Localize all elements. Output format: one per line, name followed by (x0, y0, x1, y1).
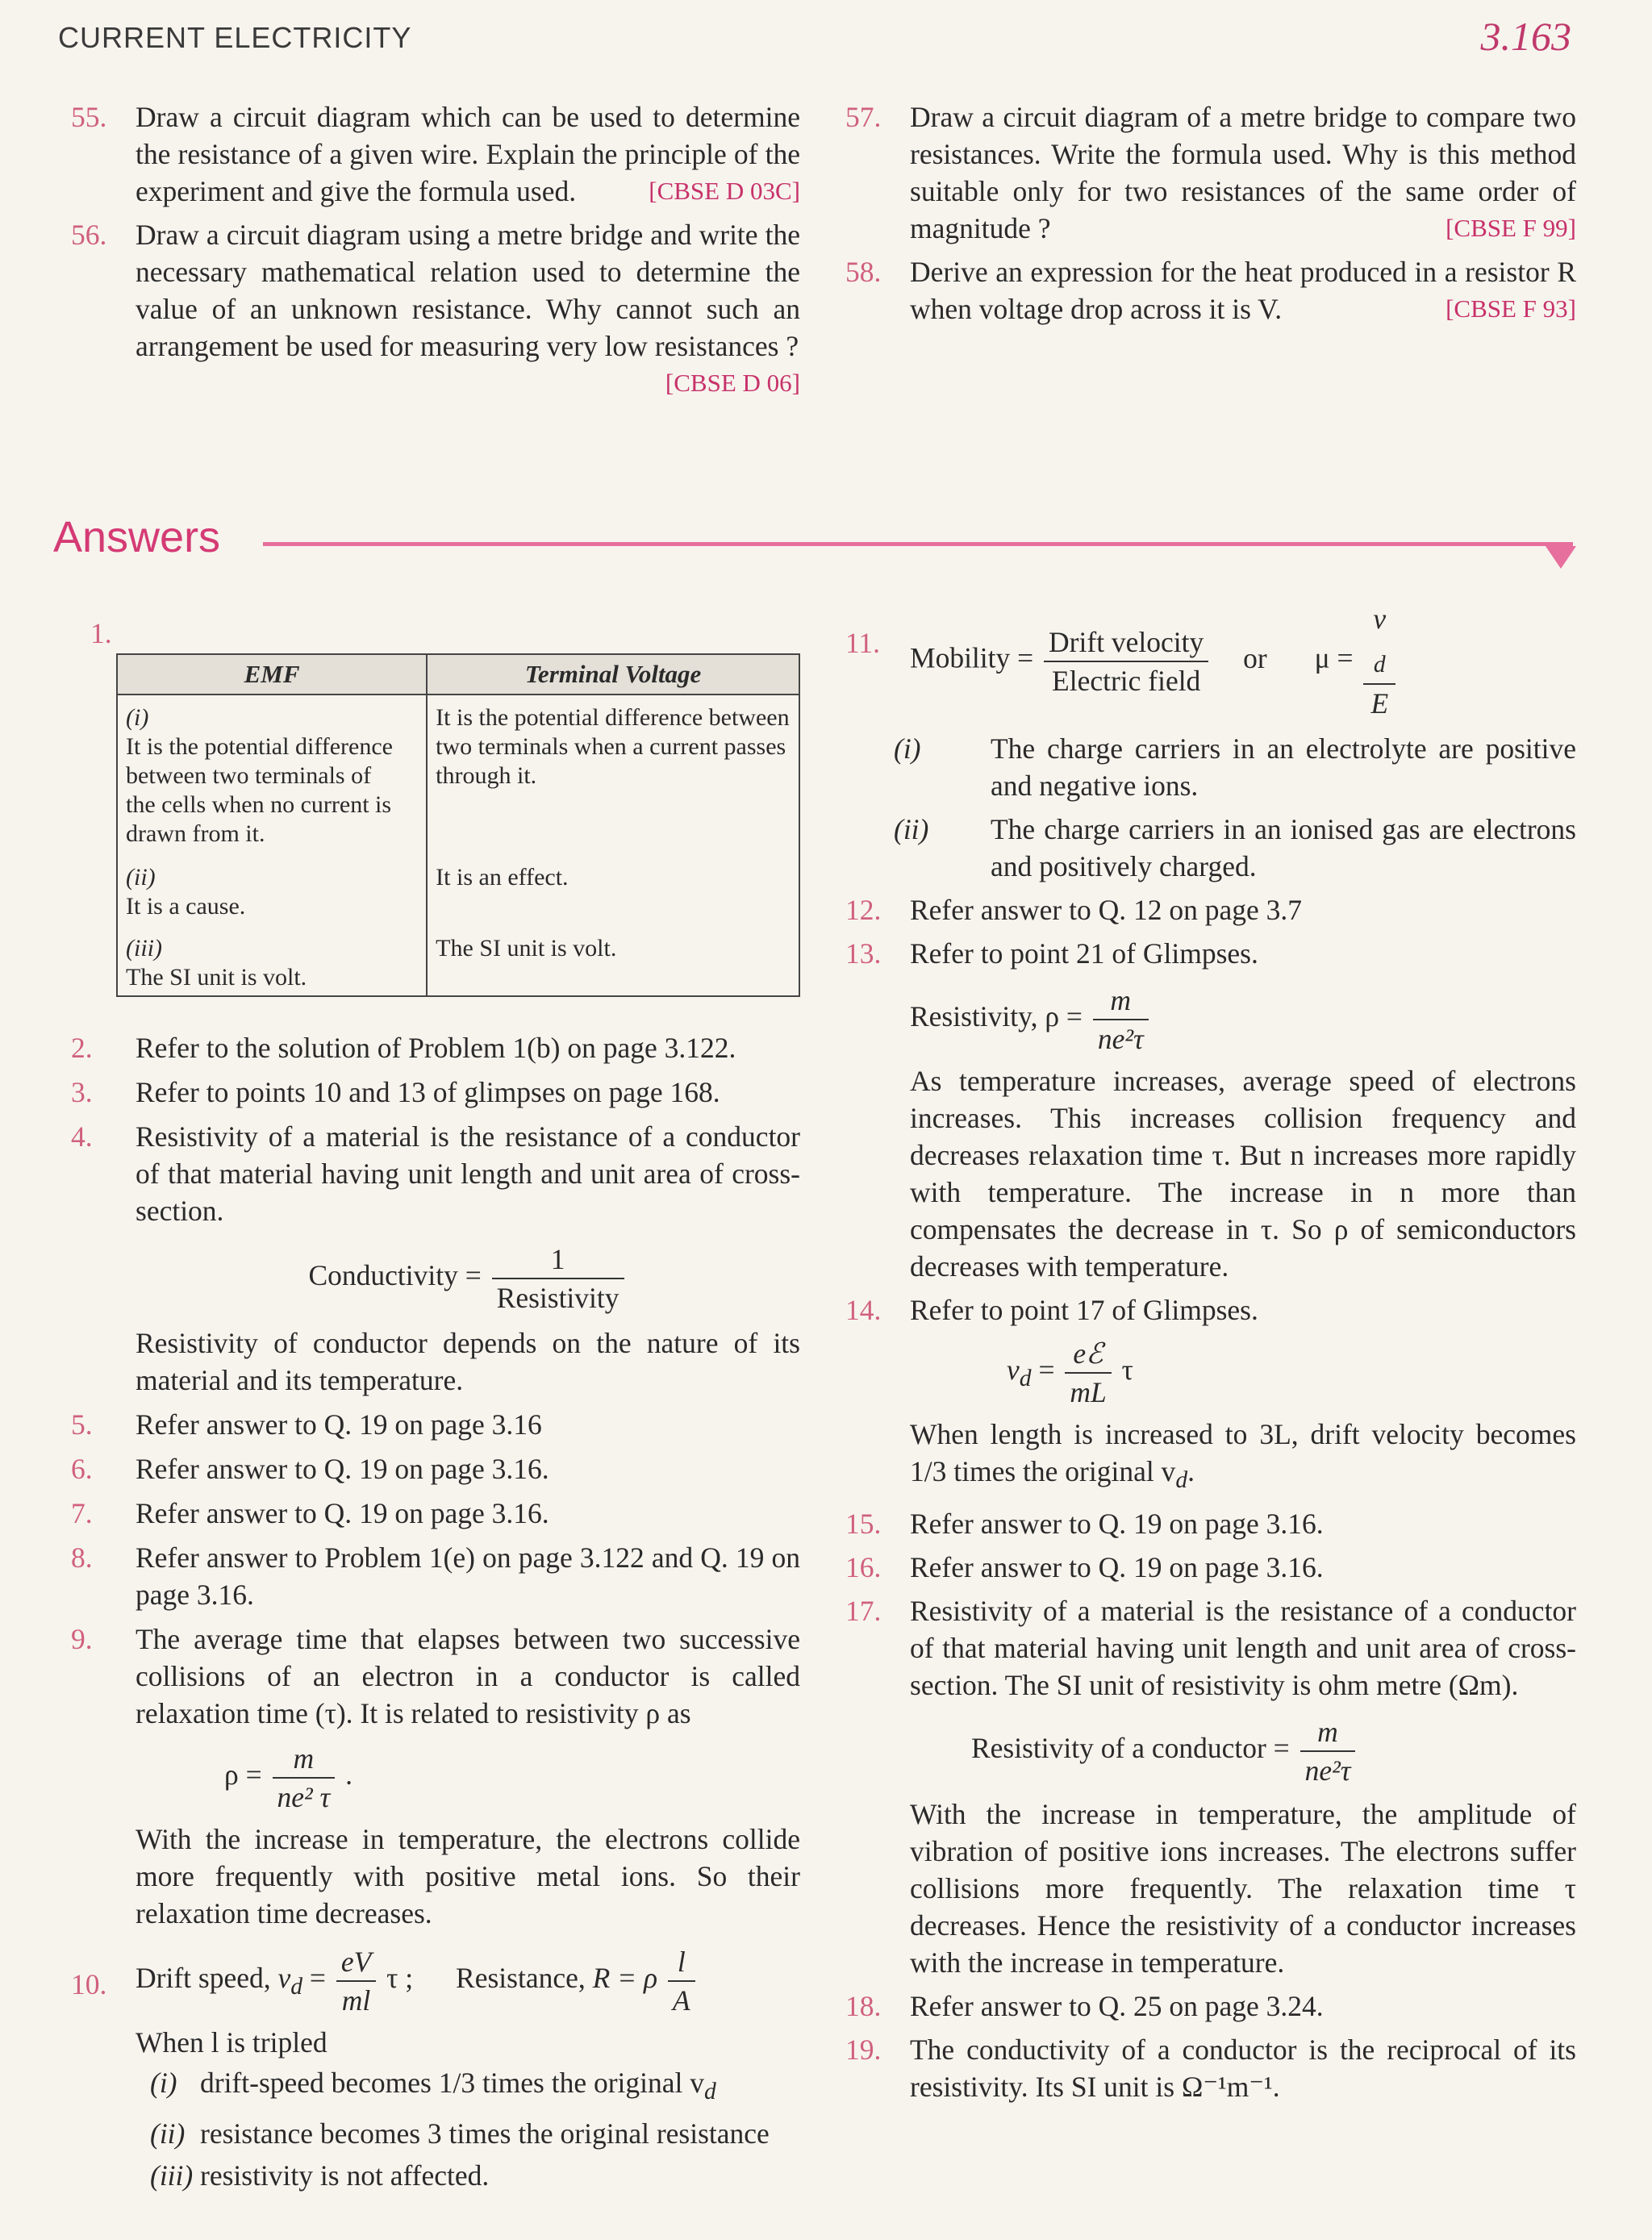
equation-numerator: m (273, 1740, 336, 1779)
answer-text: Refer answer to Q. 25 on page 3.24. (910, 1990, 1324, 2023)
equation-subscript: d (1019, 1366, 1032, 1392)
questions-left (71, 98, 800, 402)
list-item (136, 2157, 800, 2194)
answer-2 (71, 1029, 800, 1066)
equation-subscript: d (290, 1974, 303, 2000)
item-text: The charge carriers in an ionised gas are electrons and positively charged. (991, 813, 1576, 883)
question-58 (845, 253, 1576, 327)
equation-or: or (1243, 641, 1267, 674)
equation-symbol: R = ρ (592, 1962, 658, 1995)
answer-text: Refer answer to Q. 19 on page 3.16. (910, 1551, 1324, 1584)
question-text: Draw a circuit diagram using a metre bridge and write the necessary mathematical relation used to determine the value of an unknown resistance. Why cannot such an arrangement be used for measuring very low resistances ? (136, 219, 800, 362)
equation-numerator: v (1373, 603, 1387, 635)
equation-denominator: mL (1070, 1376, 1107, 1409)
answer-number: 13. (845, 937, 882, 970)
equation-label: μ = (1314, 641, 1354, 674)
answer-number: 12. (845, 894, 882, 927)
answer-text: Resistivity of conductor depends on the nature of its material and its temperature. (136, 1327, 800, 1396)
answer-text: Refer answer to Q. 19 on page 3.16. (136, 1453, 549, 1485)
answer-10 (71, 1943, 800, 2194)
table-row (117, 852, 799, 924)
drift-velocity-equation (1007, 1335, 1576, 1411)
answer-text: Refer answer to Q. 19 on page 3.16. (136, 1497, 549, 1529)
list-item (136, 2064, 800, 2110)
answer-number: 3. (71, 1076, 93, 1108)
item-number: (ii) (150, 2117, 186, 2150)
equation-sign: = (1038, 1354, 1055, 1387)
equation-label: Drift speed, (136, 1962, 271, 1995)
answer-19 (845, 2031, 1576, 2105)
table-row (117, 924, 799, 996)
question-text: Draw a circuit diagram which can be used to determine the resistance of a given wire. Explain the principle of the experiment and give the formula used. (136, 101, 800, 207)
equation-denominator: ne²τ (1304, 1754, 1351, 1787)
answer-number: 5. (71, 1408, 93, 1441)
resistivity-conductor-equation (971, 1713, 1576, 1789)
question-ref: [CBSE F 93] (1446, 294, 1576, 323)
equation-numerator: m (1300, 1713, 1356, 1752)
equation-numerator: Drift velocity (1044, 624, 1208, 662)
answer-number: 4. (71, 1120, 93, 1153)
question-number: 58. (845, 256, 882, 288)
answer-7 (71, 1495, 800, 1532)
equation-tail: . (345, 1758, 353, 1792)
equation-tail: τ ; (386, 1962, 414, 1995)
table-cell: The SI unit is volt. (427, 924, 799, 996)
answers-right (845, 600, 1576, 2105)
list-item (136, 2115, 800, 2152)
equation-label: ρ = (224, 1758, 262, 1792)
answer-1 (71, 615, 800, 653)
equation-numerator: eV (336, 1943, 376, 1982)
list-item (894, 730, 1576, 804)
answer-text: Refer answer to Q. 19 on page 3.16. (910, 1508, 1324, 1541)
answer-text: With the increase in temperature, the amplitude of vibration of positive ions increases. The electrons suffer collisions more frequently. The relaxation time τ decreases. Hence the resistivity of a conductor increases with the increase in temperature. (910, 1798, 1576, 1979)
equation-symbol: v (1007, 1354, 1020, 1387)
item-text: drift-speed becomes 1/3 times the original v (200, 2067, 705, 2099)
equation-label: Resistivity, ρ = (910, 1000, 1083, 1033)
equation-denominator: Electric field (1052, 664, 1201, 697)
table-cell: It is the potential difference between two terminals when a current passes through it. (427, 695, 799, 852)
answer-16 (845, 1549, 1576, 1586)
answer-12 (845, 891, 1576, 928)
question-57 (845, 98, 1576, 247)
resistivity-equation (224, 1740, 800, 1816)
answer-text: With the increase in temperature, the electrons collide more frequently with positive metal ions. So their relaxation time decreases. (136, 1823, 800, 1929)
answer-text: The average time that elapses between two successive collisions of an electron in a conductor is called relaxation time (τ). It is related to resistivity ρ as (136, 1623, 800, 1729)
equation-denominator: A (672, 1984, 690, 2017)
answer-text: Refer to the solution of Problem 1(b) on page 3.122. (136, 1032, 736, 1064)
answer-number: 10. (71, 1968, 107, 2000)
question-ref: [CBSE D 03C] (649, 177, 800, 205)
answer-text: Refer to point 17 of Glimpses. (910, 1294, 1258, 1327)
answers-rule (263, 542, 1573, 546)
answer-text: Refer to point 21 of Glimpses. (910, 937, 1258, 970)
answer-8 (71, 1539, 800, 1613)
question-ref: [CBSE D 06] (665, 369, 800, 397)
question-number: 55. (71, 101, 107, 133)
answer-text: As temperature increases, average speed of electrons increases. This increases collision frequency and decreases relaxation time τ. But n increases more rapidly with temperature. The increase in n more than compensates the decrease in τ. So ρ of semiconductors decreases with temperature. (910, 1065, 1576, 1283)
answer-text: Resistivity of a material is the resistance of a conductor of that material having unit length and unit area of cross-section. The SI unit of resistivity is ohm metre (Ωm). (910, 1595, 1576, 1702)
answers-heading: Answers (53, 513, 221, 561)
item-subscript: d (704, 2079, 716, 2105)
question-number: 56. (71, 219, 107, 251)
table-cell: It is an effect. (427, 852, 799, 924)
equation-denominator: ml (341, 1984, 371, 2017)
answers-left (71, 615, 800, 2194)
drift-speed-equation: Drift speed, $v_d$ = $\frac{eV}{ml}$ τ ; Resistance, R = ρ $\frac{l}{A}$ (136, 1943, 800, 2019)
page-number: 3.163 (1480, 14, 1571, 59)
equation-denominator: Resistivity (496, 1282, 620, 1314)
answer-11 (845, 600, 1576, 885)
answer-text-end: . (1187, 1455, 1195, 1488)
answer-text: The conductivity of a conductor is the reciprocal of its resistivity. Its SI unit is Ω⁻¹m⁻¹. (910, 2034, 1576, 2104)
answer-number: 16. (845, 1551, 882, 1584)
item-text: resistivity is not affected. (200, 2159, 490, 2192)
item-number: (i) (894, 732, 921, 765)
answer-text: Refer to points 10 and 13 of glimpses on page 168. (136, 1076, 720, 1108)
equation-denominator: ne² τ (277, 1781, 331, 1813)
answer-text: When l is tripled (136, 2026, 327, 2059)
answer-5 (71, 1406, 800, 1443)
answer-number: 2. (71, 1032, 93, 1064)
equation-label: Resistance, (456, 1962, 586, 1995)
answer-13 (845, 935, 1576, 1285)
mobility-equation (910, 600, 1576, 722)
list-item (894, 811, 1576, 885)
answer-6 (71, 1450, 800, 1487)
equation-numerator: 1 (492, 1241, 624, 1279)
item-text: The charge carriers in an electrolyte are positive and negative ions. (991, 732, 1576, 803)
answer-4 (71, 1118, 800, 1399)
table-cell: It is a cause. (126, 893, 246, 920)
answer-number: 17. (845, 1595, 882, 1628)
answer-text: Refer answer to Problem 1(e) on page 3.122 and Q. 19 on page 3.16. (136, 1541, 800, 1611)
answer-17 (845, 1592, 1576, 1981)
question-ref: [CBSE F 99] (1446, 214, 1576, 242)
table-header: EMF (117, 654, 427, 695)
answer-15 (845, 1505, 1576, 1542)
row-number: (i) (126, 704, 149, 731)
answer-text: Refer answer to Q. 12 on page 3.7 (910, 894, 1303, 927)
table-cell: It is the potential difference between two terminals of the cells when no current is drawn from it. (126, 733, 393, 847)
item-text: resistance becomes 3 times the original resistance (200, 2117, 770, 2150)
table-header: Terminal Voltage (427, 654, 799, 695)
equation-denominator: ne²τ (1097, 1023, 1144, 1056)
equation-label: Conductivity = (308, 1259, 482, 1292)
answer-number: 11. (845, 627, 881, 659)
answer-number: 6. (71, 1453, 93, 1485)
emf-table (116, 653, 800, 997)
equation-symbol: v (277, 1962, 291, 1995)
answer-text: Refer answer to Q. 19 on page 3.16 (136, 1408, 542, 1441)
equation-subscript: d (1373, 652, 1386, 678)
answer-number: 1. (90, 617, 112, 649)
table-cell: The SI unit is volt. (126, 964, 307, 991)
question-text: Derive an expression for the heat produced in a resistor R when voltage drop across it is V. (910, 256, 1576, 325)
answer-9 (71, 1621, 800, 1932)
equation-denominator: E (1370, 687, 1389, 720)
equation-numerator: m (1093, 982, 1149, 1020)
item-number: (ii) (894, 813, 929, 846)
row-number: (iii) (126, 935, 162, 961)
equation-numerator: l (668, 1943, 695, 1982)
answers-triangle-icon (1546, 546, 1576, 569)
answer-text-part: When length is increased to 3L, drift velocity becomes 1/3 times the original v (910, 1418, 1576, 1488)
equation-numerator: eℰ (1065, 1335, 1111, 1374)
item-number: (i) (150, 2067, 177, 2099)
question-text: Draw a circuit diagram of a metre bridge to compare two resistances. Write the formula used. Why is this method suitable only for two resistances of the same order of magnitude ? (910, 101, 1576, 244)
question-55 (71, 98, 800, 210)
answer-14 (845, 1291, 1576, 1499)
chapter-title: CURRENT ELECTRICITY (58, 21, 412, 54)
item-number: (iii) (150, 2159, 194, 2192)
conductivity-equation (136, 1241, 800, 1316)
answer-number: 8. (71, 1541, 93, 1574)
question-number: 57. (845, 101, 882, 133)
equation-tail: τ (1121, 1354, 1133, 1387)
answer-subscript: d (1175, 1467, 1188, 1494)
questions-right (845, 98, 1576, 327)
row-number: (ii) (126, 864, 156, 891)
answer-number: 18. (845, 1990, 882, 2023)
answer-text (910, 1416, 1576, 1499)
answer-number: 7. (71, 1497, 93, 1529)
answer-number: 14. (845, 1294, 882, 1327)
answer-text: Resistivity of a material is the resistance of a conductor of that material having unit length and unit area of cross-section. (136, 1120, 800, 1227)
answer-number: 9. (71, 1623, 93, 1655)
question-56 (71, 216, 800, 402)
answer-18 (845, 1988, 1576, 2025)
answer-number: 15. (845, 1508, 882, 1541)
answer-3 (71, 1074, 800, 1111)
equation-label: Resistivity of a conductor = (971, 1732, 1290, 1765)
resistivity-equation (910, 982, 1576, 1057)
answer-number: 19. (845, 2034, 882, 2067)
table-row (117, 695, 799, 852)
equation-label: Mobility = (910, 641, 1034, 674)
